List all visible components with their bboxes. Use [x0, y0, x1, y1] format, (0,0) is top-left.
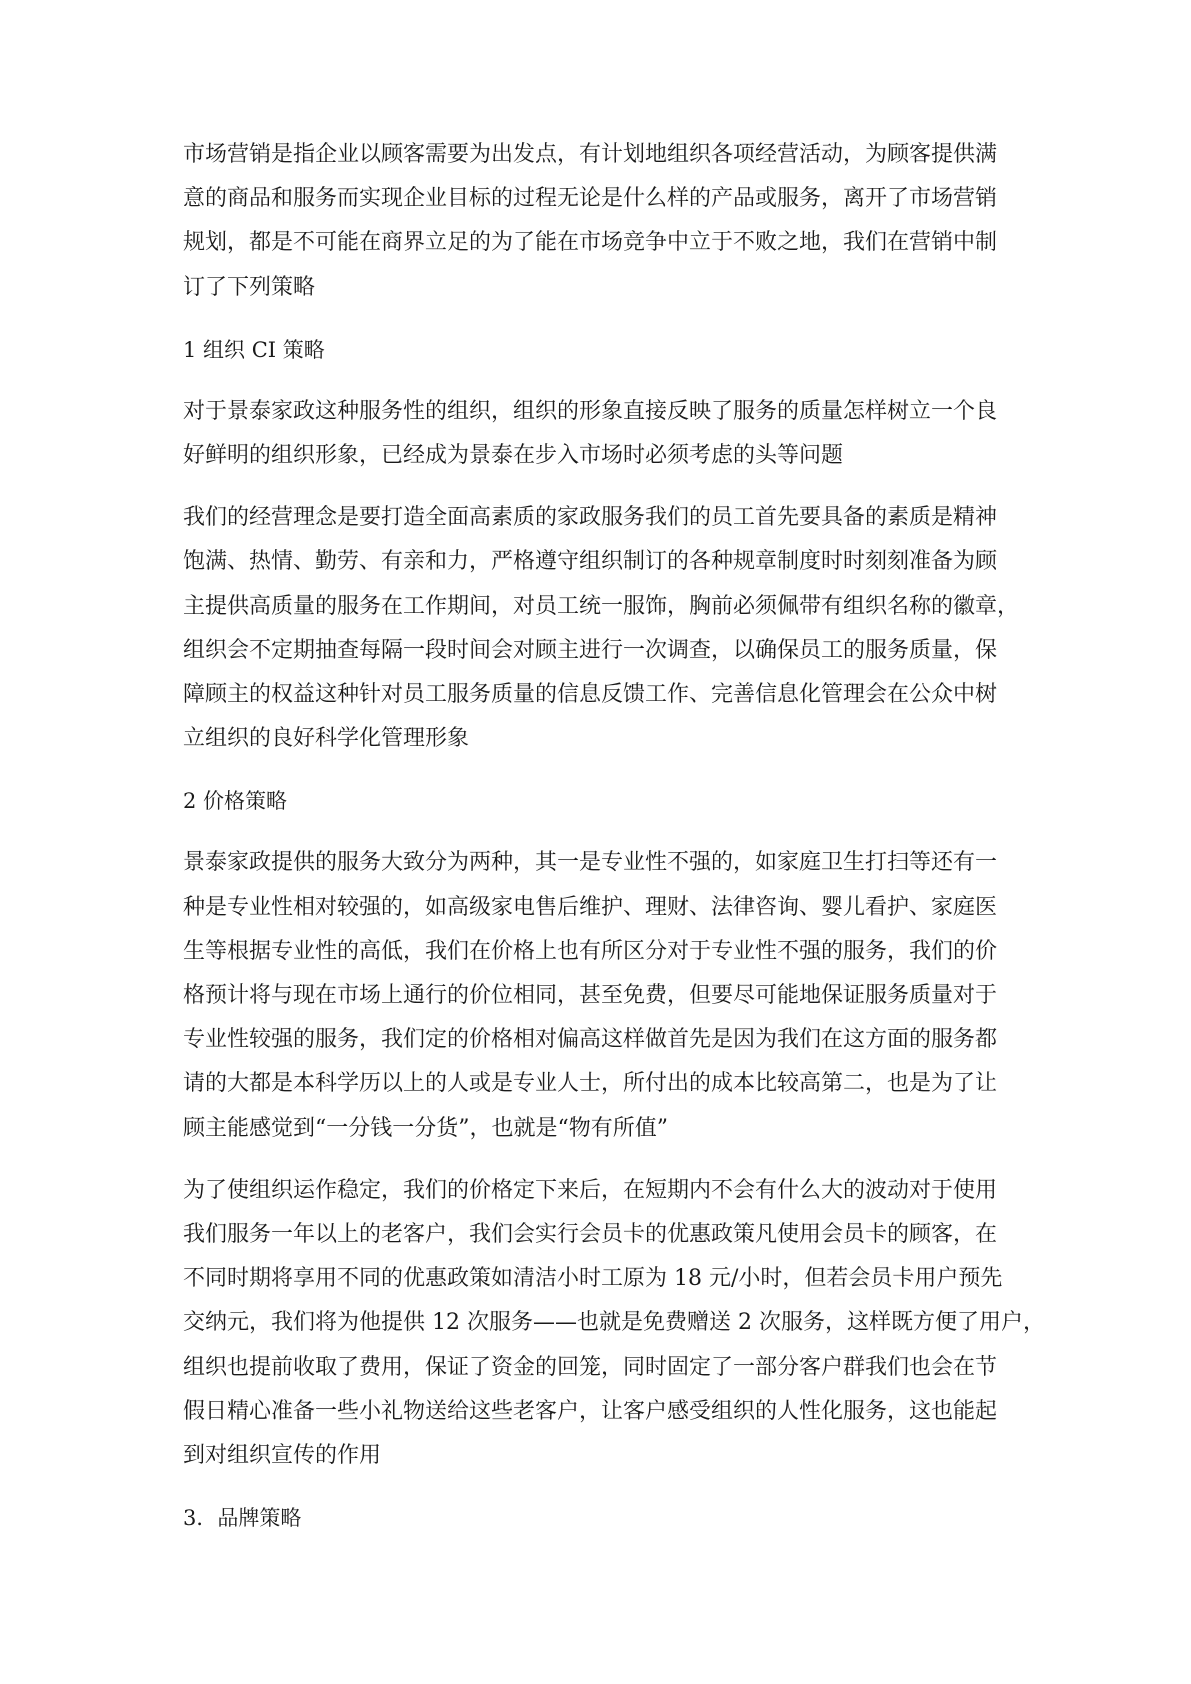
text-line: 市场营销是指企业以顾客需要为出发点，有计划地组织各项经营活动，为顾客提供满 [183, 142, 998, 167]
text-line: 假日精心准备一些小礼物送给这些老客户，让客户感受组织的人性化服务，这也能起 [183, 1398, 998, 1424]
text-line: 景泰家政提供的服务大致分为两种，其一是专业性不强的，如家庭卫生打扫等还有一 [183, 850, 998, 876]
price-paragraph-2 [183, 1169, 1045, 1478]
text-line: 为了使组织运作稳定，我们的价格定下来后，在短期内不会有什么大的波动对于使用 [183, 1177, 998, 1203]
text-line: 组织会不定期抽查每隔一段时间会对顾主进行一次调查，以确保员工的服务质量，保 [183, 637, 998, 663]
text-line: 到对组织宣传的作用 [183, 1443, 382, 1469]
section-heading-price: 2 价格策略 [183, 789, 288, 814]
text-line: 组织也提前收取了费用，保证了资金的回笼，同时固定了一部分客户群我们也会在节 [183, 1354, 998, 1380]
text-line: 对于景泰家政这种服务性的组织，组织的形象直接反映了服务的质量怎样树立一个良 [183, 398, 998, 424]
text-line: 立组织的良好科学化管理形象 [183, 726, 470, 752]
text-line: 意的商品和服务而实现企业目标的过程无论是什么样的产品或服务，离开了市场营销 [183, 186, 998, 212]
text-line: 顾主能感觉到“一分钱一分货”，也就是“物有所值” [183, 1115, 668, 1141]
text-line: 好鲜明的组织形象，已经成为景泰在步入市场时必须考虑的头等问题 [183, 443, 844, 469]
intro-paragraph [183, 133, 1018, 310]
text-line: 生等根据专业性的高低，我们在价格上也有所区分对于专业性不强的服务，我们的价 [183, 938, 998, 964]
ci-paragraph-2 [183, 496, 1018, 761]
text-line: 请的大都是本科学历以上的人或是专业人士，所付出的成本比较高第二，也是为了让 [183, 1071, 998, 1097]
ci-paragraph-1 [183, 390, 1018, 478]
text-line: 规划，都是不可能在商界立足的为了能在市场竞争中立于不败之地，我们在营销中制 [183, 230, 998, 256]
section-heading-ci: 1 组织 CI 策略 [183, 337, 325, 362]
text-line: 障顾主的权益这种针对员工服务质量的信息反馈工作、完善信息化管理会在公众中树 [183, 682, 998, 708]
text-line: 我们服务一年以上的老客户，我们会实行会员卡的优惠政策凡使用会员卡的顾客，在 [183, 1222, 998, 1248]
text-line: 交纳元，我们将为他提供 12 次服务——也就是免费赠送 2 次服务，这样既方便了用户， [183, 1310, 1045, 1336]
text-line: 饱满、热情、勤劳、有亲和力，严格遵守组织制订的各种规章制度时时刻刻准备为顾 [183, 549, 998, 575]
price-paragraph-1 [183, 841, 1018, 1150]
text-line: 订了下列策略 [183, 274, 316, 300]
text-line: 专业性较强的服务，我们定的价格相对偏高这样做首先是因为我们在这方面的服务都 [183, 1027, 998, 1053]
text-line: 不同时期将享用不同的优惠政策如清洁小时工原为 18 元/小时，但若会员卡用户预先 [183, 1266, 1003, 1292]
text-line: 种是专业性相对较强的，如高级家电售后维护、理财、法律咨询、婴儿看护、家庭医 [183, 894, 998, 920]
section-heading-brand: 3．品牌策略 [183, 1506, 302, 1531]
text-line: 我们的经营理念是要打造全面高素质的家政服务我们的员工首先要具备的素质是精神 [183, 505, 998, 531]
text-line: 主提供高质量的服务在工作期间，对员工统一服饰，胸前必须佩带有组织名称的徽章， [183, 593, 1020, 619]
document-page [183, 133, 1045, 1540]
text-line: 格预计将与现在市场上通行的价位相同，甚至免费，但要尽可能地保证服务质量对于 [183, 983, 998, 1009]
